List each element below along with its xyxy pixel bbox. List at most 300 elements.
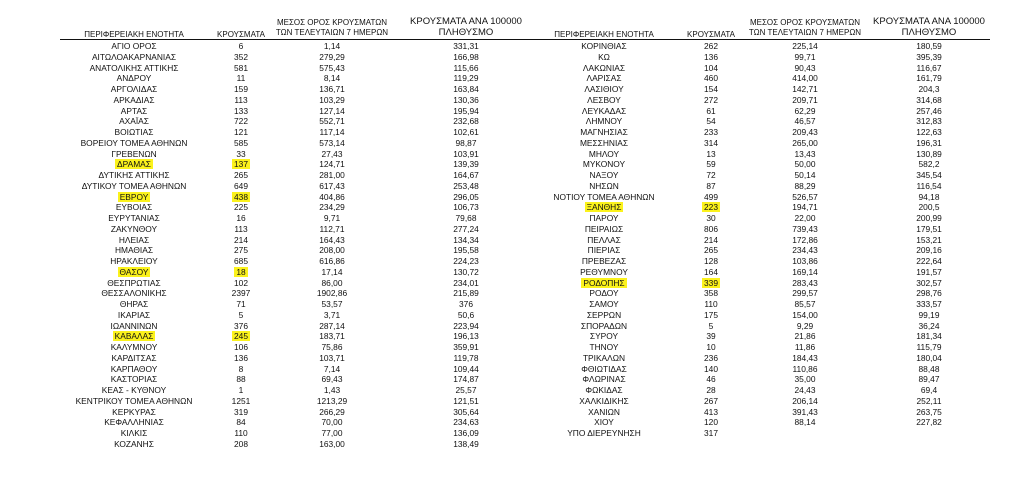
cases-cell xyxy=(678,41,744,52)
header-cases-right: ΚΡΟΥΣΜΑΤΑ xyxy=(687,30,735,39)
per-100k-cell-text: 222,64 xyxy=(916,256,942,266)
per-100k-cell-text: 174,87 xyxy=(453,374,479,385)
per-100k-cell xyxy=(868,106,990,117)
table-row xyxy=(60,417,990,428)
region-cell-text: ΦΩΚΙΔΑΣ xyxy=(585,385,623,395)
region-cell-text: ΖΑΚΥΝΘΟΥ xyxy=(110,223,158,234)
per-100k-cell-text: 119,78 xyxy=(453,352,479,363)
per-100k-cell-text: 36,24 xyxy=(918,320,940,331)
avg-cases-cell xyxy=(744,288,866,299)
per-100k-cell xyxy=(868,138,990,149)
header-avg-right-2: ΤΩΝ ΤΕΛΕΥΤΑΙΩΝ 7 ΗΜΕΡΩΝ xyxy=(748,28,862,37)
avg-cases-cell-text: 1,43 xyxy=(323,385,341,395)
cases-cell-text: 16 xyxy=(236,213,246,223)
cases-cell-text: 33 xyxy=(236,148,246,159)
per-100k-cell-text: 180,04 xyxy=(916,352,942,363)
cases-cell-text: 6 xyxy=(238,41,244,51)
cases-cell-text: 11 xyxy=(236,73,246,84)
per-100k-cell-text: 302,57 xyxy=(916,277,942,288)
per-100k-cell-text: 359,91 xyxy=(453,342,479,352)
per-100k-cell xyxy=(868,181,990,192)
cases-cell xyxy=(678,342,744,353)
per-100k-cell-text: 257,46 xyxy=(916,105,942,116)
cases-cell xyxy=(678,192,744,203)
table-row xyxy=(60,202,990,213)
per-100k-cell-text: 116,67 xyxy=(916,62,942,73)
cases-cell-text: 225 xyxy=(234,202,248,213)
header-per-right-2: ΠΛΗΘΥΣΜΟ xyxy=(901,27,957,38)
region-cell-text: ΝΗΣΩΝ xyxy=(589,180,619,191)
per-100k-cell-text: 121,51 xyxy=(453,395,479,406)
region-cell-text: ΧΑΛΚΙΔΙΚΗΣ xyxy=(579,395,629,406)
avg-cases-cell xyxy=(744,181,866,192)
region-cell xyxy=(530,84,678,95)
cases-cell xyxy=(678,299,744,310)
cases-cell-text: 87 xyxy=(706,180,716,191)
avg-cases-cell-text: 1902,86 xyxy=(316,288,348,299)
cases-cell xyxy=(678,106,744,117)
avg-cases-cell-text: 127,14 xyxy=(319,105,345,116)
region-cell xyxy=(530,245,678,256)
per-100k-cell-text: 99,19 xyxy=(918,309,940,320)
region-cell-text: ΑΝΑΤΟΛΙΚΗΣ ΑΤΤΙΚΗΣ xyxy=(89,62,179,73)
avg-cases-cell-text: 169,14 xyxy=(792,266,818,277)
avg-cases-cell-text: 46,57 xyxy=(794,116,816,127)
per-100k-cell-text: 130,36 xyxy=(453,94,479,105)
region-cell xyxy=(530,407,678,418)
per-100k-cell-text: 196,13 xyxy=(453,331,479,342)
region-cell-text: ΑΧΑΪΑΣ xyxy=(119,116,149,127)
avg-cases-cell-text: 103,86 xyxy=(792,256,818,266)
per-100k-cell-text: 252,11 xyxy=(916,395,942,406)
region-cell-text: ΕΥΒΟΙΑΣ xyxy=(115,202,153,213)
region-cell xyxy=(530,192,678,203)
region-cell-text: ΚΑΡΠΑΘΟΥ xyxy=(110,363,158,374)
cases-cell-text: 685 xyxy=(234,256,248,266)
cases-cell-text: 265 xyxy=(234,170,248,180)
avg-cases-cell xyxy=(744,127,866,138)
avg-cases-cell xyxy=(744,385,866,396)
cases-cell xyxy=(678,267,744,278)
avg-cases-cell-text: 103,71 xyxy=(319,352,345,363)
cases-cell-text: 649 xyxy=(234,180,248,191)
cases-cell xyxy=(678,116,744,127)
cases-cell-text: 460 xyxy=(704,73,718,84)
avg-cases-cell xyxy=(744,278,866,289)
avg-cases-cell-text: 526,57 xyxy=(792,191,818,202)
cases-cell-text: 110 xyxy=(704,299,718,309)
region-cell-text: ΘΗΡΑΣ xyxy=(119,299,149,309)
table-row xyxy=(60,224,990,235)
per-100k-cell xyxy=(868,159,990,170)
table-row xyxy=(60,41,990,52)
per-100k-cell-text: 277,24 xyxy=(453,223,479,234)
region-cell-text: ΗΛΕΙΑΣ xyxy=(118,234,150,245)
avg-cases-cell-text: 225,14 xyxy=(792,41,818,51)
cases-cell-text: 136 xyxy=(234,352,248,363)
avg-cases-cell-text: 7,14 xyxy=(323,363,341,374)
region-cell xyxy=(530,299,678,310)
avg-cases-cell-text: 50,00 xyxy=(794,159,816,170)
table-row xyxy=(60,439,990,450)
avg-cases-cell-text: 117,14 xyxy=(319,127,345,137)
region-cell-text: ΣΑΜΟΥ xyxy=(589,299,619,309)
table-row xyxy=(60,364,990,375)
cases-cell-text: 339 xyxy=(704,277,718,288)
per-100k-cell-text: 345,54 xyxy=(916,170,942,180)
header-cases-left: ΚΡΟΥΣΜΑΤΑ xyxy=(217,30,265,39)
avg-cases-cell-text: 17,14 xyxy=(321,266,343,277)
avg-cases-cell-text: 69,43 xyxy=(321,374,343,385)
avg-cases-cell xyxy=(744,41,866,52)
cases-cell-text: 140 xyxy=(704,363,718,374)
region-cell-text: ΑΝΔΡΟΥ xyxy=(116,73,152,84)
cases-cell-text: 61 xyxy=(706,105,716,116)
region-cell-text: ΑΡΤΑΣ xyxy=(120,105,148,116)
avg-cases-cell-text: 206,14 xyxy=(792,395,818,406)
cases-cell-text: 262 xyxy=(704,41,718,51)
avg-cases-cell-text: 617,43 xyxy=(319,180,345,191)
cases-cell-text: 113 xyxy=(234,223,248,234)
region-cell-text: ΚΕΡΚΥΡΑΣ xyxy=(112,406,156,417)
cases-cell xyxy=(678,331,744,342)
region-cell xyxy=(530,116,678,127)
per-100k-cell-text: 94,18 xyxy=(918,191,940,202)
cases-cell-text: 1 xyxy=(238,385,244,395)
avg-cases-cell xyxy=(744,321,866,332)
cases-cell-text: 314 xyxy=(704,137,718,148)
region-cell xyxy=(530,364,678,375)
per-100k-cell-text: 79,68 xyxy=(455,213,477,223)
region-cell xyxy=(530,385,678,396)
region-cell xyxy=(530,224,678,235)
avg-cases-cell xyxy=(744,52,866,63)
region-cell-text: ΠΡΕΒΕΖΑΣ xyxy=(581,256,627,266)
region-cell-text: ΚΑΒΑΛΑΣ xyxy=(114,331,154,342)
avg-cases-cell-text: 573,14 xyxy=(319,137,345,148)
avg-cases-cell-text: 283,43 xyxy=(792,277,818,288)
header-region-left: ΠΕΡΙΦΕΡΕΙΑΚΗ ΕΝΟΤΗΤΑ xyxy=(84,30,184,39)
avg-cases-cell-text: 414,00 xyxy=(792,73,818,84)
cases-cell xyxy=(678,202,744,213)
region-cell-text: ΞΑΝΘΗΣ xyxy=(586,202,622,213)
region-cell-text: ΛΑΣΙΘΙΟΥ xyxy=(584,84,624,94)
per-100k-cell xyxy=(868,364,990,375)
cases-cell-text: 120 xyxy=(704,417,718,428)
per-100k-cell-text: 138,49 xyxy=(453,438,479,449)
cases-cell xyxy=(678,213,744,224)
cases-cell-text: 272 xyxy=(704,94,718,105)
avg-cases-cell-text: 77,00 xyxy=(321,428,343,438)
region-cell-text: ΑΓΙΟ ΟΡΟΣ xyxy=(111,41,157,51)
region-cell xyxy=(530,106,678,117)
avg-cases-cell xyxy=(744,138,866,149)
per-100k-cell xyxy=(868,267,990,278)
per-100k-cell-text: 376 xyxy=(459,299,473,309)
region-cell xyxy=(530,138,678,149)
per-100k-cell-text: 163,84 xyxy=(453,84,479,94)
avg-cases-cell-text: 110,86 xyxy=(792,363,818,374)
per-100k-cell xyxy=(868,84,990,95)
avg-cases-cell-text: 62,29 xyxy=(794,105,816,116)
table-row xyxy=(60,353,990,364)
per-100k-cell-text: 395,39 xyxy=(916,51,942,62)
header-region-right: ΠΕΡΙΦΕΡΕΙΑΚΗ ΕΝΟΤΗΤΑ xyxy=(554,30,654,39)
per-100k-cell-text: 115,66 xyxy=(453,62,479,73)
table-row xyxy=(60,396,990,407)
cases-cell-text: 413 xyxy=(704,406,718,417)
region-cell-text: ΑΡΚΑΔΙΑΣ xyxy=(113,94,155,105)
cases-cell-text: 128 xyxy=(704,256,718,266)
per-100k-cell xyxy=(868,278,990,289)
cases-cell-text: 319 xyxy=(234,406,248,417)
region-cell xyxy=(530,73,678,84)
region-cell xyxy=(530,41,678,52)
table-row xyxy=(60,213,990,224)
region-cell-text: ΣΠΟΡΑΔΩΝ xyxy=(580,320,628,331)
avg-cases-cell-text: 164,43 xyxy=(319,234,345,245)
avg-cases-cell-text: 9,71 xyxy=(323,213,341,223)
region-cell-text: ΜΑΓΝΗΣΙΑΣ xyxy=(580,127,628,137)
cases-cell-text: 265 xyxy=(704,245,718,256)
per-100k-cell xyxy=(868,170,990,181)
region-cell xyxy=(530,149,678,160)
table-row xyxy=(60,52,990,63)
per-100k-cell-text: 116,54 xyxy=(916,180,942,191)
region-cell-text: ΚΕΝΤΡΙΚΟΥ ΤΟΜΕΑ ΑΘΗΝΩΝ xyxy=(75,395,193,406)
per-100k-cell-text: 234,01 xyxy=(453,277,479,288)
per-100k-cell-text: 25,57 xyxy=(455,385,477,395)
per-100k-cell-text: 223,94 xyxy=(453,320,479,331)
per-100k-cell xyxy=(868,353,990,364)
avg-cases-cell xyxy=(744,267,866,278)
table-row xyxy=(60,192,990,203)
region-cell xyxy=(530,170,678,181)
cases-cell-text: 585 xyxy=(234,137,248,148)
avg-cases-cell-text: 194,71 xyxy=(792,202,818,213)
region-cell-text: ΚΟΖΑΝΗΣ xyxy=(114,438,154,449)
table-row xyxy=(60,245,990,256)
avg-cases-cell-text: 287,14 xyxy=(319,320,345,331)
per-100k-cell xyxy=(868,407,990,418)
table-row xyxy=(60,73,990,84)
cases-cell-text: 499 xyxy=(704,191,718,202)
cases-cell-text: 208 xyxy=(234,438,248,449)
table-row xyxy=(60,407,990,418)
avg-cases-cell xyxy=(744,310,866,321)
avg-cases-cell-text: 281,00 xyxy=(319,170,345,180)
region-cell xyxy=(530,428,678,439)
per-100k-cell xyxy=(868,310,990,321)
avg-cases-cell xyxy=(744,353,866,364)
avg-cases-cell-text: 209,43 xyxy=(792,127,818,137)
avg-cases-cell-text: 184,43 xyxy=(792,352,818,363)
cases-cell-text: 223 xyxy=(704,202,718,213)
avg-cases-cell-text: 391,43 xyxy=(792,406,818,417)
cases-cell xyxy=(678,353,744,364)
avg-cases-cell-text: 616,86 xyxy=(319,256,345,266)
cases-cell xyxy=(678,407,744,418)
avg-cases-cell-text: 266,29 xyxy=(319,406,345,417)
per-100k-cell-text: 109,44 xyxy=(453,363,479,374)
cases-cell-text: 358 xyxy=(704,288,718,299)
table-row xyxy=(60,374,990,385)
table-row xyxy=(60,149,990,160)
per-100k-cell-text: 103,91 xyxy=(453,148,479,159)
per-100k-cell xyxy=(404,439,528,450)
region-cell-text: ΝΑΞΟΥ xyxy=(589,170,619,180)
per-100k-cell-text: 196,31 xyxy=(916,137,942,148)
table-row xyxy=(60,278,990,289)
per-100k-cell-text: 106,73 xyxy=(453,202,479,213)
cases-cell-text: 54 xyxy=(706,116,716,127)
table-row xyxy=(60,267,990,278)
avg-cases-cell xyxy=(744,235,866,246)
per-100k-cell-text: 263,75 xyxy=(916,406,942,417)
region-cell-text: ΡΟΔΟΥ xyxy=(589,288,619,299)
per-100k-cell-text: 122,63 xyxy=(916,127,942,137)
region-cell-text: ΧΙΟΥ xyxy=(594,417,614,428)
table-row xyxy=(60,321,990,332)
avg-cases-cell xyxy=(744,299,866,310)
region-cell xyxy=(530,288,678,299)
cases-cell xyxy=(678,245,744,256)
avg-cases-cell xyxy=(744,170,866,181)
avg-cases-cell-text: 209,71 xyxy=(792,94,818,105)
avg-cases-cell xyxy=(744,417,866,428)
per-100k-cell xyxy=(868,52,990,63)
cases-cell-text: 71 xyxy=(236,299,246,309)
cases-cell-text: 245 xyxy=(234,331,248,342)
cases-cell-text: 5 xyxy=(708,320,714,331)
cases-cell-text: 8 xyxy=(238,363,244,374)
avg-cases-cell-text: 70,00 xyxy=(321,417,343,428)
cases-cell xyxy=(678,428,744,439)
avg-cases-cell xyxy=(744,192,866,203)
region-cell xyxy=(530,342,678,353)
per-100k-cell-text: 180,59 xyxy=(916,41,942,51)
avg-cases-cell-text: 99,71 xyxy=(794,51,816,62)
avg-cases-cell-text: 1213,29 xyxy=(316,395,348,406)
cases-cell-text: 267 xyxy=(704,395,718,406)
avg-cases-cell-text: 8,14 xyxy=(323,73,341,84)
header-per-left-1: ΚΡΟΥΣΜΑΤΑ ΑΝΑ 100000 xyxy=(410,16,522,27)
region-cell-text: ΣΕΡΡΩΝ xyxy=(586,309,622,320)
cases-cell-text: 59 xyxy=(706,159,716,170)
region-cell xyxy=(530,256,678,267)
per-100k-cell-text: 130,89 xyxy=(916,148,942,159)
per-100k-cell-text: 88,48 xyxy=(918,363,940,374)
per-100k-cell-text: 234,63 xyxy=(453,417,479,428)
avg-cases-cell-text: 75,86 xyxy=(321,342,343,352)
per-100k-cell-text: 305,64 xyxy=(453,406,479,417)
avg-cases-cell-text: 11,86 xyxy=(794,342,816,352)
avg-cases-cell xyxy=(744,84,866,95)
per-100k-cell xyxy=(868,299,990,310)
cases-cell xyxy=(678,159,744,170)
avg-cases-cell-text: 279,29 xyxy=(319,51,345,62)
avg-cases-cell xyxy=(744,159,866,170)
header-underline-right xyxy=(530,39,990,40)
cases-cell xyxy=(678,321,744,332)
cases-cell-text: 722 xyxy=(234,116,248,127)
per-100k-cell-text: 50,6 xyxy=(457,309,475,320)
region-cell xyxy=(530,310,678,321)
avg-cases-cell-text: 103,29 xyxy=(319,94,345,105)
table-row xyxy=(60,84,990,95)
avg-cases-cell xyxy=(744,364,866,375)
avg-cases-cell xyxy=(744,106,866,117)
per-100k-cell-text: 253,48 xyxy=(453,180,479,191)
cases-cell-text: 110 xyxy=(234,428,248,438)
cases-cell-text: 214 xyxy=(234,234,248,245)
per-100k-cell-text: 166,98 xyxy=(453,51,479,62)
region-cell-text: ΠΕΛΛΑΣ xyxy=(587,234,621,245)
region-cell-text: ΤΗΝΟΥ xyxy=(589,342,619,352)
per-100k-cell-text: 69,4 xyxy=(920,385,938,395)
header-avg-left-1: ΜΕΣΟΣ ΟΡΟΣ ΚΡΟΥΣΜΑΤΩΝ xyxy=(276,18,388,27)
per-100k-cell xyxy=(868,342,990,353)
avg-cases-cell-text: 22,00 xyxy=(794,213,816,223)
cases-cell xyxy=(678,138,744,149)
per-100k-cell xyxy=(868,235,990,246)
per-100k-cell xyxy=(868,73,990,84)
cases-cell xyxy=(678,396,744,407)
table-row xyxy=(60,256,990,267)
per-100k-cell xyxy=(868,321,990,332)
region-cell-text: ΑΙΤΩΛΟΑΚΑΡΝΑΝΙΑΣ xyxy=(91,51,177,62)
cases-cell-text: 2397 xyxy=(231,288,251,299)
region-cell xyxy=(530,235,678,246)
per-100k-cell-text: 200,5 xyxy=(918,202,940,213)
avg-cases-cell-text: 90,43 xyxy=(794,62,816,73)
cases-cell xyxy=(210,439,272,450)
per-100k-cell-text: 582,2 xyxy=(918,159,940,170)
cases-cell xyxy=(678,52,744,63)
region-cell-text: ΚΙΛΚΙΣ xyxy=(120,428,148,438)
per-100k-cell-text: 119,29 xyxy=(453,73,479,84)
cases-cell xyxy=(678,288,744,299)
avg-cases-cell-text: 265,00 xyxy=(792,137,818,148)
per-100k-cell-text: 195,58 xyxy=(453,245,479,256)
region-cell xyxy=(60,439,208,450)
avg-cases-cell-text: 124,71 xyxy=(319,159,345,170)
region-cell-text: ΜΥΚΟΝΟΥ xyxy=(582,159,626,170)
per-100k-cell xyxy=(868,95,990,106)
cases-cell xyxy=(678,149,744,160)
cases-cell-text: 102 xyxy=(234,277,248,288)
region-cell xyxy=(530,95,678,106)
region-cell-text: ΕΒΡΟΥ xyxy=(119,191,149,202)
table-row xyxy=(60,138,990,149)
table-row xyxy=(60,235,990,246)
avg-cases-cell-text: 142,71 xyxy=(792,84,818,94)
cases-cell-text: 164 xyxy=(704,266,718,277)
avg-cases-cell-text: 404,86 xyxy=(319,191,345,202)
cases-cell xyxy=(678,385,744,396)
cases-cell-text: 438 xyxy=(234,191,248,202)
table-row xyxy=(60,342,990,353)
region-cell xyxy=(530,321,678,332)
avg-cases-cell-text: 183,71 xyxy=(319,331,345,342)
per-100k-cell-text: 204,3 xyxy=(918,84,940,94)
avg-cases-cell-text: 88,29 xyxy=(794,180,816,191)
per-100k-cell-text: 224,23 xyxy=(453,256,479,266)
region-cell xyxy=(530,202,678,213)
avg-cases-cell xyxy=(744,407,866,418)
avg-cases-cell-text: 27,43 xyxy=(321,148,343,159)
table-row xyxy=(60,127,990,138)
